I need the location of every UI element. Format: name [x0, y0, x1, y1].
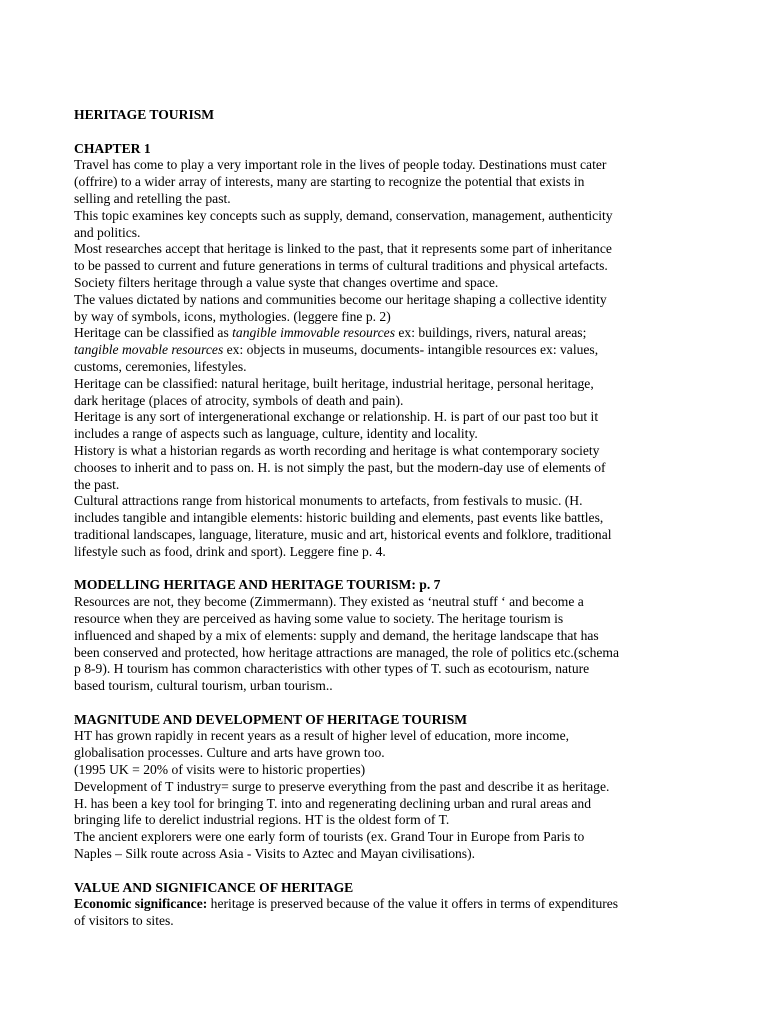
- paragraph-line: The ancient explorers were one early form of tourists (ex. Grand Tour in Europe from Paris to: [74, 829, 585, 845]
- paragraph-line: H. has been a key tool for bringing T. into and regenerating declining urban and rural areas and: [74, 795, 592, 811]
- paragraph-line: includes a range of aspects such as language, culture, identity and locality.: [74, 426, 478, 442]
- paragraph-line: dark heritage (places of atrocity, symbols of death and pain).: [74, 392, 404, 408]
- paragraph-line: lifestyle such as food, drink and sport). Leggere fine p. 4.: [74, 543, 386, 559]
- paragraph-line: based tourism, cultural tourism, urban tourism..: [74, 678, 333, 694]
- paragraph-line: Most researches accept that heritage is linked to the past, that it represents some part of inheritance: [74, 241, 612, 257]
- spacer: [74, 695, 724, 712]
- paragraph-line: (1995 UK = 20% of visits were to historic properties): [74, 762, 366, 778]
- spacer: [74, 561, 724, 578]
- paragraph-line: [74, 342, 724, 359]
- paragraph-line: Resources are not, they become (Zimmermann). They existed as ‘neutral stuff ‘ and become a: [74, 594, 584, 610]
- chapter-heading: CHAPTER 1: [74, 140, 151, 156]
- paragraph-line: Naples – Silk route across Asia - Visits to Aztec and Mayan civilisations).: [74, 846, 476, 862]
- paragraph-line: resource when they are perceived as having some value to society. The heritage tourism is: [74, 610, 564, 626]
- paragraph-line: Development of T industry= surge to preserve everything from the past and describe it as heritage.: [74, 778, 610, 794]
- document-title: HERITAGE TOURISM: [74, 107, 215, 122]
- paragraph-line: been conserved and protected, how heritage attractions are managed, the role of politics etc.(schema: [74, 644, 620, 660]
- paragraph-line: Heritage is any sort of intergenerational exchange or relationship. H. is part of our past too but it: [74, 409, 599, 425]
- paragraph-line: [74, 896, 724, 913]
- paragraph-line: of visitors to sites.: [74, 913, 174, 929]
- paragraph-line: to be passed to current and future generations in terms of cultural traditions and physical artefacts.: [74, 258, 608, 274]
- italic-term: tangible immovable resources: [232, 325, 395, 341]
- paragraph-line: traditional landscapes, language, literature, music and art, historical events and folklore, traditional: [74, 526, 612, 542]
- modelling-heading: MODELLING HERITAGE AND HERITAGE TOURISM: p. 7: [74, 577, 441, 593]
- paragraph-line: Society filters heritage through a value syste that changes overtime and space.: [74, 274, 499, 290]
- paragraph-line: includes tangible and intangible elements: historic building and elements, past events like battles,: [74, 510, 604, 526]
- text-run: Heritage can be classified as: [74, 325, 233, 341]
- paragraph-line: The values dictated by nations and communities become our heritage shaping a collective identity: [74, 291, 607, 307]
- paragraph-line: by way of symbols, icons, mythologies. (leggere fine p. 2): [74, 308, 391, 324]
- paragraph-line: chooses to inherit and to pass on. H. is not simply the past, but the modern-day use of elements of: [74, 459, 606, 475]
- paragraph-line: influenced and shaped by a mix of elements: supply and demand, the heritage landscape that has: [74, 627, 599, 643]
- spacer: [74, 863, 724, 880]
- paragraph-line: globalisation processes. Culture and arts have grown too.: [74, 745, 385, 761]
- text-run: ex: buildings, rivers, natural areas;: [394, 325, 587, 341]
- paragraph-line: selling and retelling the past.: [74, 190, 231, 206]
- paragraph-line: Cultural attractions range from historical monuments to artefacts, from festivals to music. (H.: [74, 493, 583, 509]
- paragraph-line: Travel has come to play a very important role in the lives of people today. Destinations must cater: [74, 157, 607, 173]
- text-run: heritage is preserved because of the value it offers in terms of expenditures: [207, 896, 619, 912]
- economic-significance-label: Economic significance:: [74, 896, 208, 912]
- magnitude-heading: MAGNITUDE AND DEVELOPMENT OF HERITAGE TOURISM: [74, 711, 468, 727]
- paragraph-line: customs, ceremonies, lifestyles.: [74, 358, 247, 374]
- italic-term: tangible movable resources: [74, 342, 224, 358]
- paragraph-line: the past.: [74, 476, 120, 492]
- paragraph-line: Heritage can be classified: natural heritage, built heritage, industrial heritage, personal heritage,: [74, 375, 594, 391]
- paragraph-line: HT has grown rapidly in recent years as a result of higher level of education, more income,: [74, 728, 569, 744]
- paragraph-line: p 8-9). H tourism has common characteristics with other types of T. such as ecotourism, nature: [74, 661, 590, 677]
- paragraph-line: bringing life to derelict industrial regions. HT is the oldest form of T.: [74, 812, 450, 828]
- paragraph-line: [74, 325, 724, 342]
- document-page: [74, 107, 724, 930]
- paragraph-line: and politics.: [74, 224, 141, 240]
- text-run: ex: objects in museums, documents- intangible resources ex: values,: [223, 342, 599, 358]
- value-heading: VALUE AND SIGNIFICANCE OF HERITAGE: [74, 879, 354, 895]
- paragraph-line: (offrire) to a wider array of interests, many are starting to recognize the potential that exists in: [74, 174, 585, 190]
- spacer: [74, 124, 724, 141]
- paragraph-line: This topic examines key concepts such as supply, demand, conservation, management, authenticity: [74, 207, 613, 223]
- paragraph-line: History is what a historian regards as worth recording and heritage is what contemporary society: [74, 442, 600, 458]
